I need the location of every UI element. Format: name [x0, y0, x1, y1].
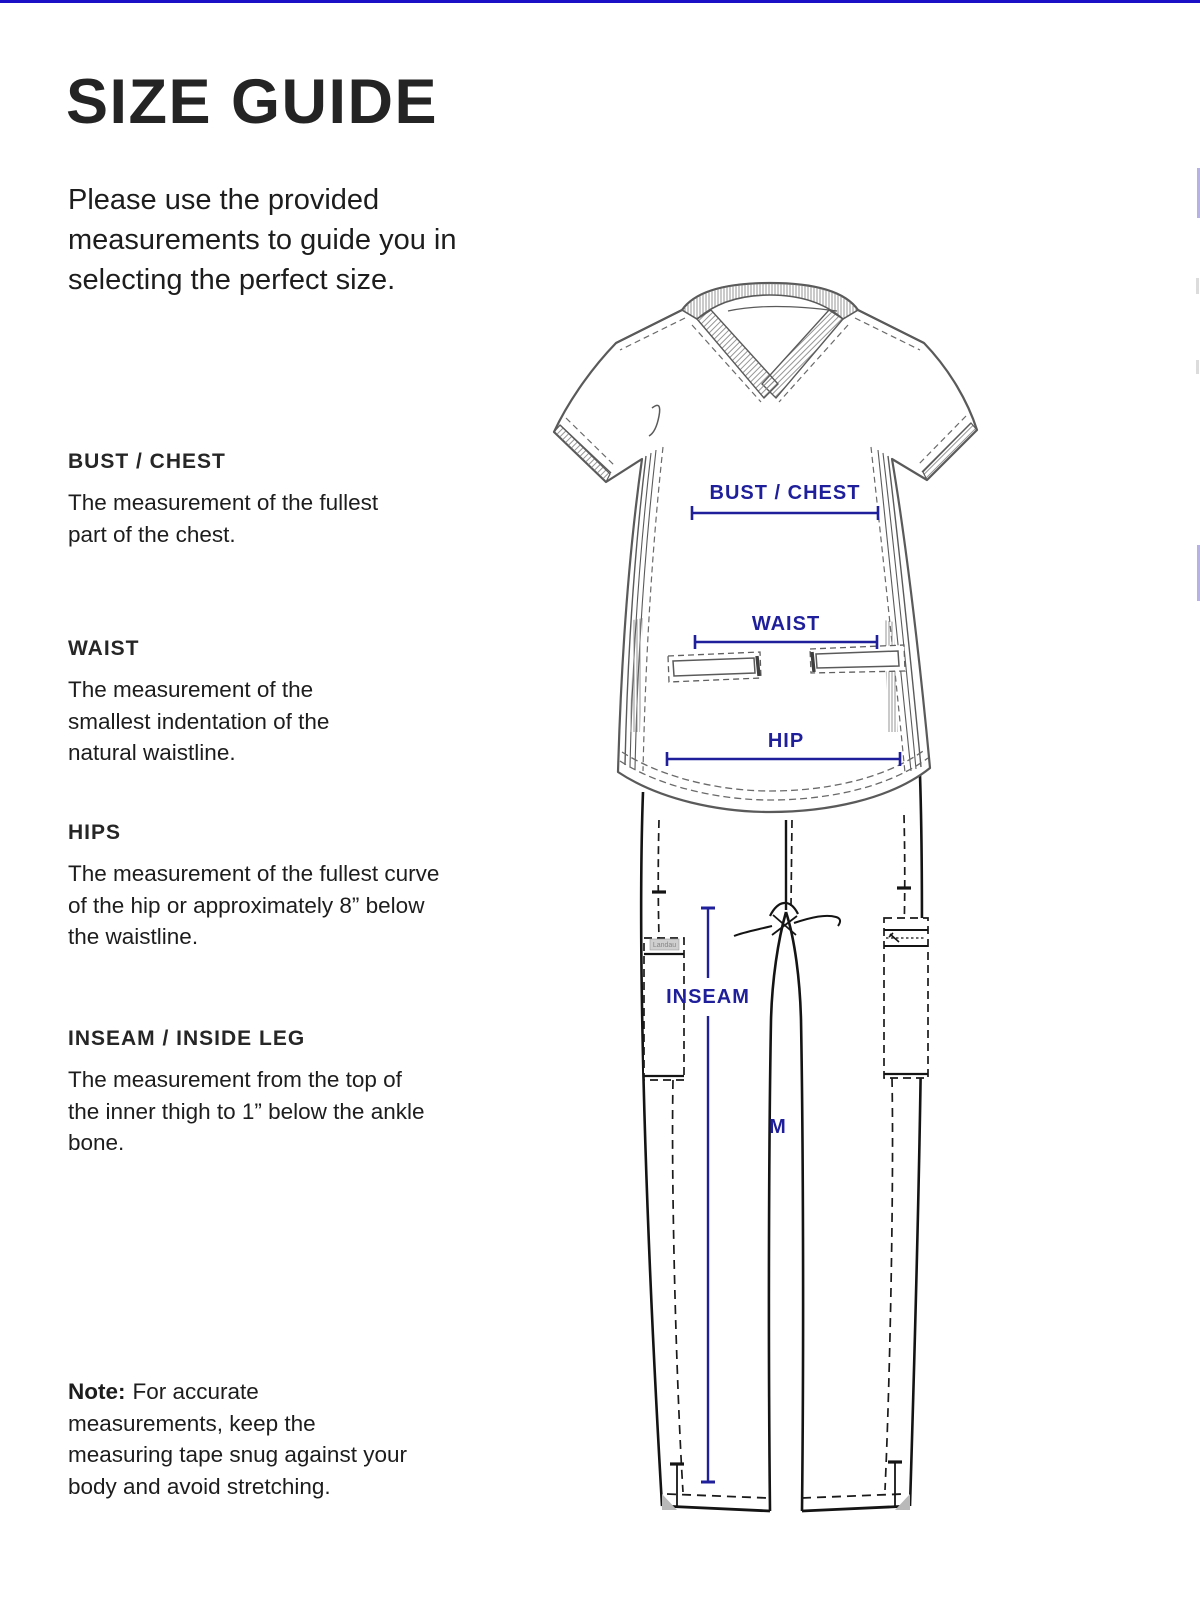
section-heading: INSEAM / INSIDE LEG — [68, 1027, 306, 1050]
section-inseam — [68, 1027, 428, 1159]
intro-text: Please use the provided measurements to guide you in selecting the perfect size. — [68, 184, 457, 296]
section-body: The measurement from the top of the inner thigh to 1” below the ankle bone. — [68, 1067, 425, 1155]
section-hips — [68, 821, 460, 953]
note-label: Note: — [68, 1379, 126, 1404]
scrub-top-drawing — [554, 283, 977, 812]
section-heading: HIPS — [68, 821, 122, 844]
size-letter-label: M — [769, 1116, 787, 1138]
welt-pocket-left — [668, 652, 761, 682]
section-body: The measurement of the fullest part of the chest. — [68, 490, 379, 547]
pocket-brand-label: Landau — [652, 942, 677, 949]
section-body: The measurement of the fullest curve of the hip or approximately 8” below the waistline. — [68, 861, 440, 949]
hip-measure-label: HIP — [767, 730, 805, 752]
welt-pocket-right — [810, 645, 905, 673]
section-heading: WAIST — [68, 637, 140, 660]
waist-measure-label: WAIST — [751, 613, 821, 635]
section-bust-chest — [68, 450, 388, 550]
bust-measure-label: BUST / CHEST — [709, 482, 861, 504]
scrub-pants-drawing — [641, 775, 928, 1511]
right-edge-artifact — [1196, 360, 1199, 374]
section-waist — [68, 637, 393, 769]
scrubs-measurement-diagram — [540, 280, 980, 1520]
section-body: The measurement of the smallest indentation of the natural waistline. — [68, 677, 330, 765]
note-text — [68, 1376, 413, 1502]
page-title: SIZE GUIDE — [66, 67, 439, 137]
cargo-pocket-right — [884, 918, 928, 1078]
section-heading: BUST / CHEST — [68, 450, 226, 473]
inseam-measure-label: INSEAM — [666, 986, 750, 1008]
note-body: For accurate measurements, keep the measuring tape snug against your body and avoid stretching. — [68, 1379, 407, 1499]
page-top-accent-border — [0, 0, 1200, 3]
right-edge-artifact — [1196, 278, 1199, 294]
cargo-pocket-left — [644, 938, 684, 1080]
